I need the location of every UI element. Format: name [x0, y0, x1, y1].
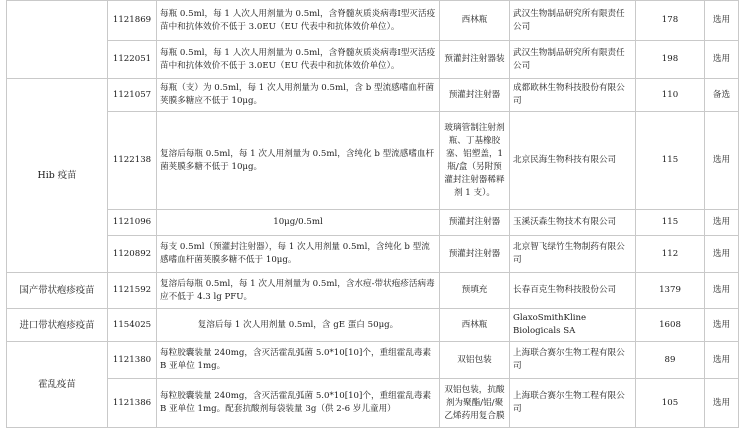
selection-status: 备选 [705, 79, 739, 112]
specification: 每支 0.5ml（预灌封注射器），每 1 次人用剂量 0.5ml，含纯化 b 型流感嗜血杆菌荚膜多糖不低于 10μg。 [157, 236, 440, 273]
specification: 每瓶（支）为 0.5ml，每 1 次人用剂量为 0.5ml，含 b 型流感嗜血杆菌荚膜多糖应不低于 10μg。 [157, 79, 440, 112]
selection-status: 选用 [705, 210, 739, 236]
price: 178 [636, 1, 705, 41]
table-row [7, 236, 739, 273]
product-code: 1121096 [108, 210, 157, 236]
table-row [7, 379, 739, 428]
specification: 每粒胶囊装量 240mg，含灭活霍乱弧菌 5.0*10[10]个，重组霍乱毒素 B 亚单位 1mg。配套抗酸剂每袋装量 3g（供 2-6 岁儿童用） [157, 379, 440, 428]
price: 110 [636, 79, 705, 112]
product-code: 1121869 [108, 1, 157, 41]
vaccine-group-cell: 进口带状疱疹疫苗 [7, 309, 108, 342]
vaccine-group-cell: 国产带状疱疹疫苗 [7, 273, 108, 309]
product-code: 1120892 [108, 236, 157, 273]
packaging: 预灌封注射器 [440, 79, 510, 112]
manufacturer: 上海联合赛尔生物工程有限公司 [510, 379, 636, 428]
specification: 每瓶 0.5ml，每 1 人次人用剂量为 0.5ml，含脊髓灰质炎病毒Ⅰ型灭活疫苗中和抗体效价不低于 3.0EU（EU 代表中和抗体效价单位）。 [157, 1, 440, 41]
selection-status: 选用 [705, 309, 739, 342]
packaging: 预灌封注射器 [440, 236, 510, 273]
packaging: 玻璃管制注射剂瓶、丁基橡胶塞、铝塑盖，1 瓶/盒（另附预灌封注射器稀释剂 1 支）。 [440, 112, 510, 210]
packaging: 预灌封注射器 [440, 210, 510, 236]
price: 1608 [636, 309, 705, 342]
table-row [7, 41, 739, 79]
product-code: 1122138 [108, 112, 157, 210]
manufacturer: 武汉生物制品研究所有限责任公司 [510, 41, 636, 79]
vaccine-group-cell: 霍乱疫苗 [7, 342, 108, 428]
vaccine-procurement-table [6, 0, 739, 428]
table-row [7, 273, 739, 309]
price: 115 [636, 210, 705, 236]
price: 105 [636, 379, 705, 428]
packaging: 西林瓶 [440, 309, 510, 342]
price: 1379 [636, 273, 705, 309]
manufacturer: 北京智飞绿竹生物制药有限公司 [510, 236, 636, 273]
product-code: 1154025 [108, 309, 157, 342]
packaging: 预灌封注射器装 [440, 41, 510, 79]
vaccine-group-cell [7, 1, 108, 79]
manufacturer: 长春百克生物科技股份公司 [510, 273, 636, 309]
table-row [7, 309, 739, 342]
product-code: 1122051 [108, 41, 157, 79]
table-row [7, 210, 739, 236]
product-code: 1121592 [108, 273, 157, 309]
price: 115 [636, 112, 705, 210]
price: 112 [636, 236, 705, 273]
manufacturer: 武汉生物制品研究所有限责任公司 [510, 1, 636, 41]
manufacturer: 玉溪沃森生物技术有限公司 [510, 210, 636, 236]
specification: 复溶后每瓶 0.5ml，每 1 次人用剂量为 0.5ml，含水痘-带状疱疹活病毒应不低于 4.3 lg PFU。 [157, 273, 440, 309]
packaging: 西林瓶 [440, 1, 510, 41]
selection-status: 选用 [705, 41, 739, 79]
specification: 复溶后每 1 次人用剂量 0.5ml，含 gE 蛋白 50μg。 [157, 309, 440, 342]
specification: 每粒胶囊装量 240mg，含灭活霍乱弧菌 5.0*10[10]个，重组霍乱毒素 B 亚单位 1mg。 [157, 342, 440, 379]
selection-status: 选用 [705, 379, 739, 428]
product-code: 1121386 [108, 379, 157, 428]
product-code: 1121057 [108, 79, 157, 112]
manufacturer: 上海联合赛尔生物工程有限公司 [510, 342, 636, 379]
price: 198 [636, 41, 705, 79]
table-row [7, 342, 739, 379]
selection-status: 选用 [705, 112, 739, 210]
manufacturer: 北京民海生物科技有限公司 [510, 112, 636, 210]
table-row [7, 1, 739, 41]
specification: 每瓶 0.5ml，每 1 人次人用剂量为 0.5ml，含脊髓灰质炎病毒Ⅰ型灭活疫苗中和抗体效价不低于 3.0EU（EU 代表中和抗体效价单位）。 [157, 41, 440, 79]
packaging: 双铝包装 [440, 342, 510, 379]
selection-status: 选用 [705, 342, 739, 379]
table-row [7, 112, 739, 210]
price: 89 [636, 342, 705, 379]
selection-status: 选用 [705, 273, 739, 309]
specification: 10μg/0.5ml [157, 210, 440, 236]
vaccine-group-cell: Hib 疫苗 [7, 79, 108, 273]
specification: 复溶后每瓶 0.5ml，每 1 次人用剂量为 0.5ml，含纯化 b 型流感嗜血杆菌荚膜多糖不低于 10μg。 [157, 112, 440, 210]
selection-status: 选用 [705, 236, 739, 273]
packaging: 预填充 [440, 273, 510, 309]
packaging: 双铝包装，抗酸剂为聚酯/铝/聚乙烯药用复合膜 [440, 379, 510, 428]
manufacturer: 成都欧林生物科技股份有限公司 [510, 79, 636, 112]
manufacturer: GlaxoSmithKline Biologicals SA [510, 309, 636, 342]
table-row [7, 79, 739, 112]
product-code: 1121380 [108, 342, 157, 379]
selection-status: 选用 [705, 1, 739, 41]
